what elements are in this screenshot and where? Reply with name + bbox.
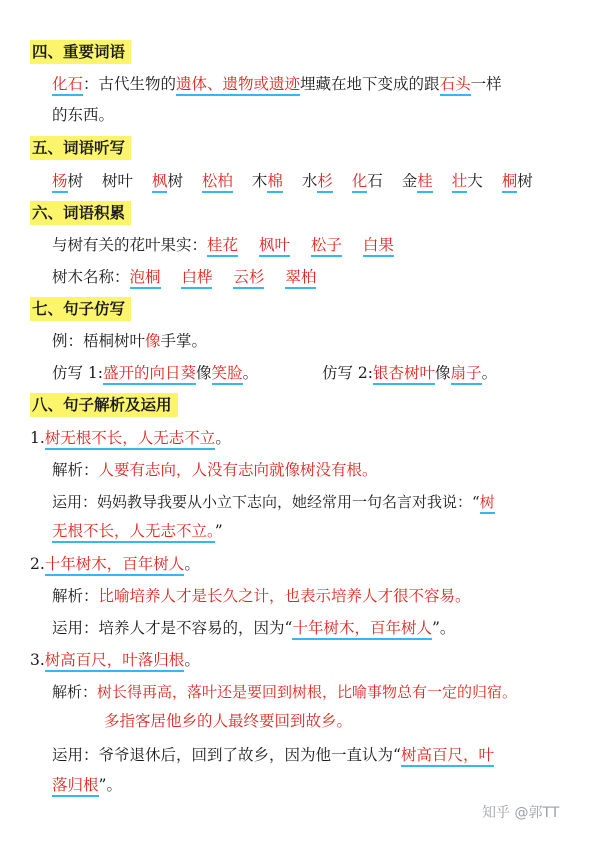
word-8: 金桂 — [402, 172, 433, 190]
proverb-3-usage-line1: 运用：爷爷退休后，回到了故乡，因为他一直认为“树高百尺，叶 — [52, 744, 494, 766]
word-4: 松柏 — [202, 172, 233, 190]
proverb-1: 1.树无根不长，人无志不立。 — [30, 427, 231, 449]
word-5: 木棉 — [252, 172, 283, 190]
proverb-1-usage-line2: 无根不长，人无志不立。” — [52, 520, 223, 542]
proverb-2: 2.十年树木，百年树人。 — [30, 553, 200, 575]
fossil-definition-line1: 化石：古代生物的遗体、遗物或遗迹埋藏在地下变成的跟石头一样 — [52, 73, 502, 95]
proverb-3-analysis-line2: 多指客居他乡的人最终要回到故乡。 — [104, 712, 353, 730]
dictation-words — [52, 170, 533, 192]
imitation-2: 仿写 2:银杏树叶像扇子。 — [322, 362, 497, 384]
section-8-heading: 八、句子解析及运用 — [30, 393, 178, 417]
tree-parts-line: 与树有关的花叶果实：桂花 枫叶 松子 白果 — [52, 234, 394, 256]
proverb-1-usage-line1: 运用：妈妈教导我要从小立下志向，她经常用一句名言对我说：“树 — [52, 491, 495, 513]
word-7: 化石 — [352, 172, 383, 190]
word-3: 枫树 — [152, 172, 183, 190]
section-6-heading: 六、词语积累 — [30, 201, 131, 225]
word-9: 壮大 — [452, 172, 483, 190]
section-7-heading: 七、句子仿写 — [30, 297, 131, 321]
word-6: 水杉 — [302, 172, 333, 190]
word-10: 桐树 — [502, 172, 533, 190]
term-fossil: 化石 — [52, 75, 83, 96]
section-4-heading: 四、重要词语 — [30, 40, 131, 64]
proverb-1-analysis: 解析：人要有志向，人没有志向就像树没有根。 — [52, 461, 378, 479]
word-1: 杨树 — [52, 172, 83, 193]
example-sentence: 例：梧桐树叶像手掌。 — [52, 332, 208, 350]
word-2: 树叶 — [101, 172, 133, 190]
proverb-2-usage: 运用：培养人才是不容易的，因为“十年树木，百年树人”。 — [52, 617, 455, 639]
proverb-2-analysis: 解析：比喻培养人才是长久之计，也表示培养人才很不容易。 — [52, 587, 471, 605]
proverb-3-analysis-line1: 解析：树长得再高，落叶还是要回到树根，比喻事物总有一定的归宿。 — [52, 683, 518, 701]
imitation-1: 仿写 1:盛开的向日葵像笑脸。 — [52, 362, 258, 384]
fossil-definition-line2: 的东西。 — [52, 106, 115, 124]
zhihu-watermark: 知乎 @郭TT — [482, 805, 560, 821]
section-5-heading: 五、词语听写 — [30, 136, 131, 160]
proverb-3-usage-line2: 落归根”。 — [52, 774, 122, 796]
proverb-3: 3.树高百尺，叶落归根。 — [30, 649, 200, 671]
tree-names-line: 树木名称：泡桐 白桦 云杉 翠柏 — [52, 266, 316, 288]
